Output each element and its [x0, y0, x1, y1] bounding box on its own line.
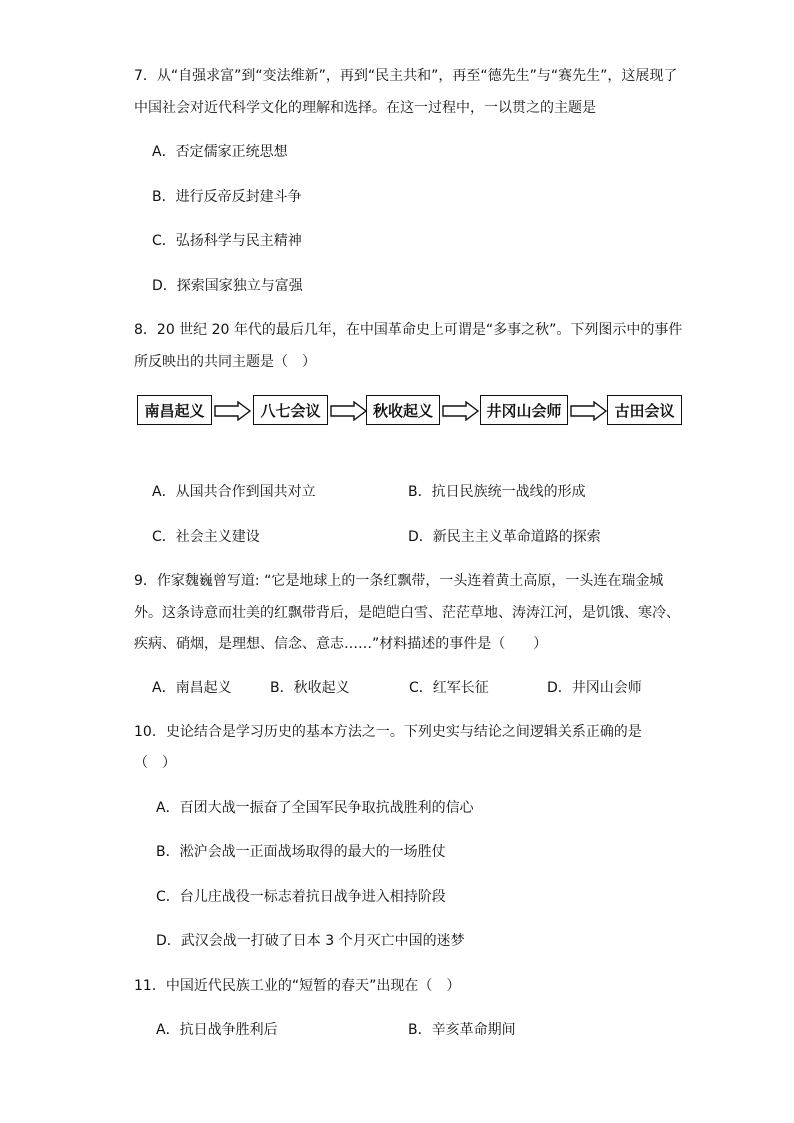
flow-box-nanchang: 南昌起义	[137, 395, 212, 425]
q9-option-c: C．红军长征	[409, 680, 489, 696]
q8-flow-diagram	[137, 395, 682, 427]
flow-arrow-1	[214, 401, 252, 421]
q8-option-d: D．新民主主义革命道路的探索	[408, 529, 601, 545]
q7-option-d: D．探索国家独立与富强	[152, 278, 303, 294]
q9-option-b: B．秋收起义	[270, 680, 350, 696]
q9-stem-line1: 9．作家魏巍曾写道: “它是地球上的一条红飘带，一头连着黄土高原，一头连在瑞金城	[134, 573, 664, 589]
q9-stem-line3: 疾病、硝烟，是理想、信念、意志……”材料描述的事件是（ ）	[134, 636, 548, 652]
q7-stem-line1: 7．从“自强求富”到“变法维新”，再到“民主共和”，再至“德先生”与“赛先生”，这展现了	[134, 68, 678, 84]
q9-option-a: A．南昌起义	[152, 680, 232, 696]
q7-stem-line2: 中国社会对近代科学文化的理解和选择。在这一过程中，一以贯之的主题是	[134, 100, 596, 116]
q8-option-a: A．从国共合作到国共对立	[152, 484, 316, 500]
flow-box-gutian: 古田会议	[607, 395, 682, 425]
q7-option-b: B．进行反帝反封建斗争	[152, 189, 302, 205]
q11-option-a: A．抗日战争胜利后	[156, 1022, 278, 1038]
q11-stem-line1: 11．中国近代民族工业的“短暂的春天”出现在（ ）	[134, 978, 461, 994]
q10-stem-line1: 10．史论结合是学习历史的基本方法之一。下列史实与结论之间逻辑关系正确的是	[134, 724, 642, 740]
q8-option-b: B．抗日民族统一战线的形成	[408, 484, 586, 500]
q8-option-c: C．社会主义建设	[152, 529, 260, 545]
q8-stem-line1: 8．20 世纪 20 年代的最后几年，在中国革命史上可谓是“多事之秋”。下列图示中的事件	[134, 322, 683, 338]
q7-option-a: A．否定儒家正统思想	[152, 144, 288, 160]
q7-option-c: C．弘扬科学与民主精神	[152, 233, 302, 249]
q9-option-d: D．井冈山会师	[547, 680, 642, 696]
q10-option-b: B．淞沪会战一正面战场取得的最大的一场胜仗	[156, 844, 446, 860]
flow-arrow-4	[570, 401, 608, 421]
q9-stem-line2: 外。这条诗意而壮美的红飘带背后，是皑皑白雪、茫茫草地、涛涛江河，是饥饿、寒冷、	[134, 605, 680, 621]
q8-stem-line2: 所反映出的共同主题是（ ）	[134, 354, 316, 370]
q10-option-a: A．百团大战一振奋了全国军民争取抗战胜利的信心	[156, 800, 474, 816]
q11-option-b: B．辛亥革命期间	[408, 1022, 516, 1038]
q10-option-d: D．武汉会战一打破了日本 3 个月灭亡中国的迷梦	[156, 933, 465, 949]
flow-arrow-3	[442, 401, 480, 421]
flow-arrow-2	[330, 401, 368, 421]
flow-box-baqi: 八七会议	[253, 395, 328, 425]
q10-stem-line2: （ ）	[134, 755, 176, 771]
flow-box-qiushou: 秋收起义	[366, 395, 440, 425]
q10-option-c: C．台儿庄战役一标志着抗日战争进入相持阶段	[156, 889, 446, 905]
flow-box-jinggangshan: 井冈山会师	[480, 395, 568, 425]
